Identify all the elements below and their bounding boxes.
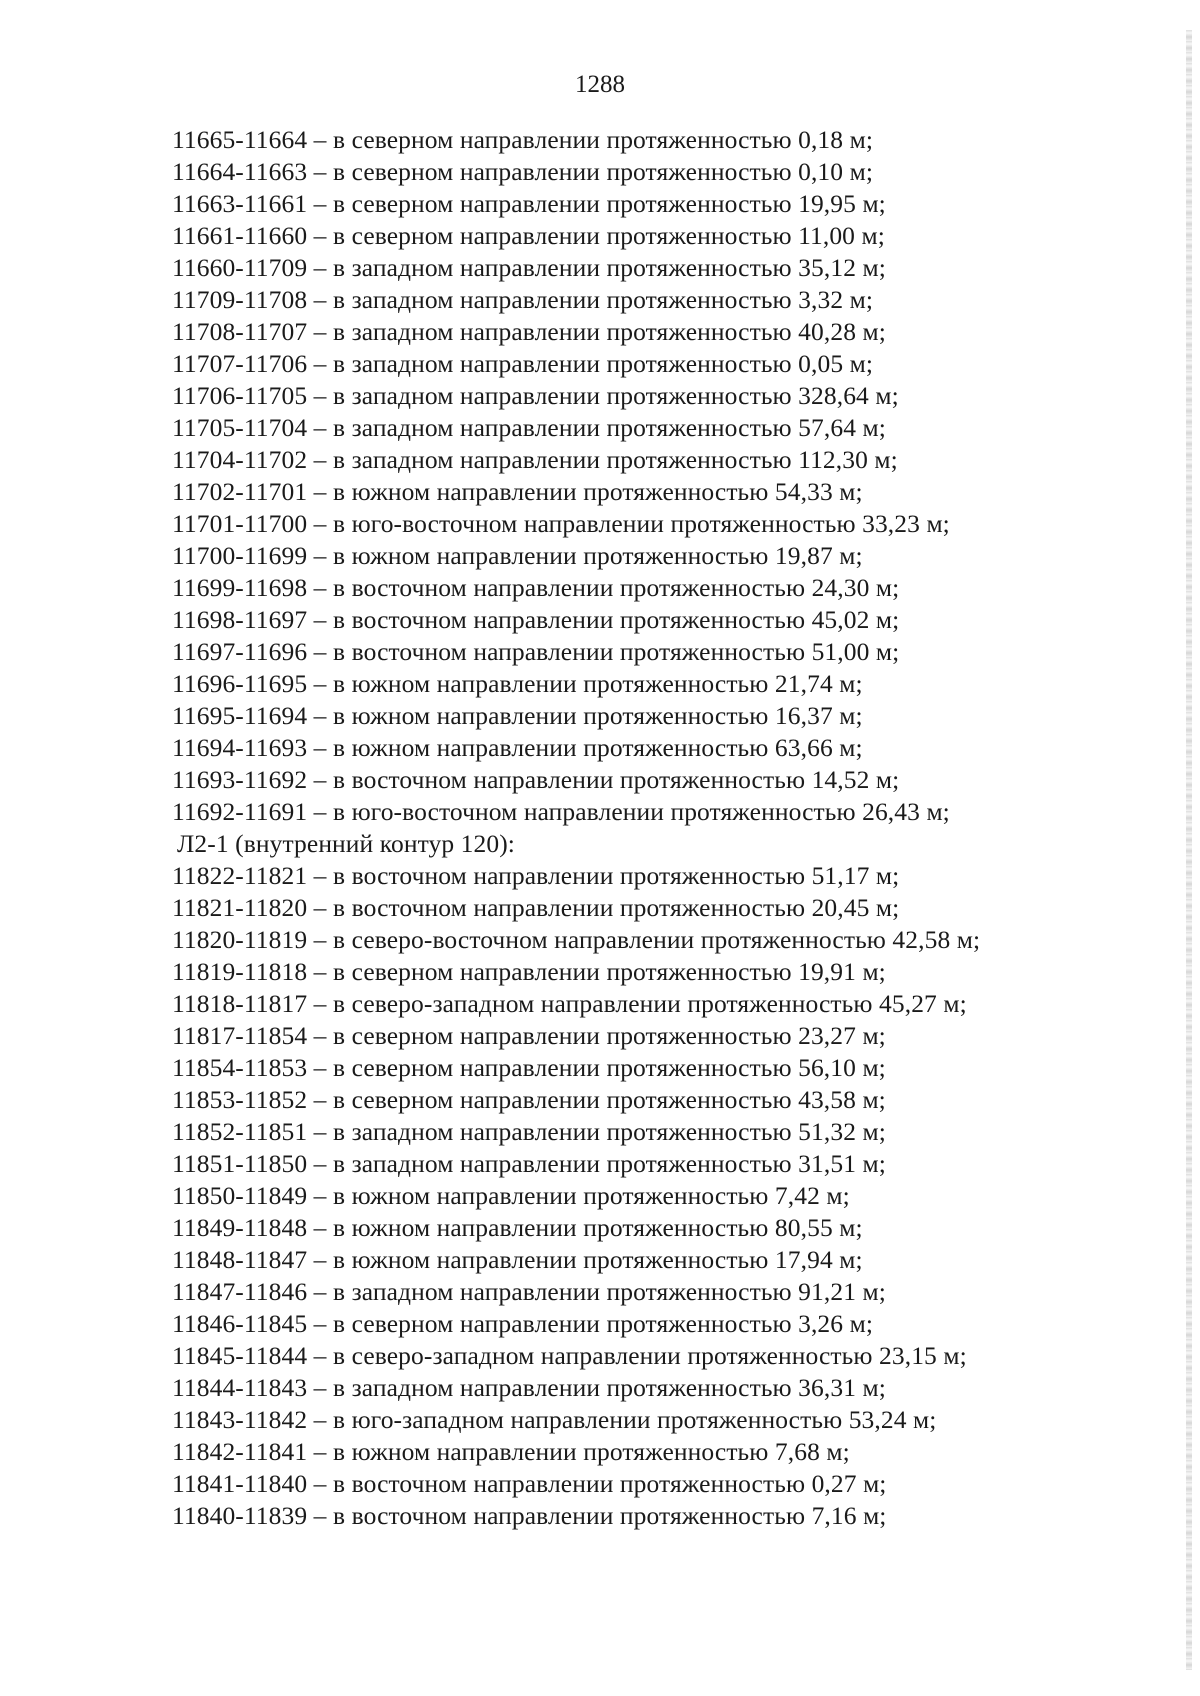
segment-line: 11849-11848 – в южном направлении протяженностью 80,55 м; <box>172 1213 863 1242</box>
section-heading: Л2-1 (внутренний контур 120): <box>177 829 515 858</box>
segment-line: 11661-11660 – в северном направлении протяженностью 11,00 м; <box>172 221 885 250</box>
segment-line: 11694-11693 – в южном направлении протяженностью 63,66 м; <box>172 733 863 762</box>
segment-line: 11706-11705 – в западном направлении протяженностью 328,64 м; <box>172 381 899 410</box>
segment-line: 11820-11819 – в северо-восточном направлении протяженностью 42,58 м; <box>172 925 981 954</box>
segment-line: 11705-11704 – в западном направлении протяженностью 57,64 м; <box>172 413 886 442</box>
segment-line: 11700-11699 – в южном направлении протяженностью 19,87 м; <box>172 541 863 570</box>
segment-line: 11704-11702 – в западном направлении протяженностью 112,30 м; <box>172 445 898 474</box>
segment-line: 11854-11853 – в северном направлении протяженностью 56,10 м; <box>172 1053 886 1082</box>
segment-line: 11845-11844 – в северо-западном направлении протяженностью 23,15 м; <box>172 1341 967 1370</box>
segment-line: 11843-11842 – в юго-западном направлении протяженностью 53,24 м; <box>172 1405 937 1434</box>
scan-edge-shadow <box>1186 30 1192 1670</box>
segment-line: 11699-11698 – в восточном направлении протяженностью 24,30 м; <box>172 573 900 602</box>
segment-line: 11708-11707 – в западном направлении протяженностью 40,28 м; <box>172 317 886 346</box>
segment-line: 11663-11661 – в северном направлении протяженностью 19,95 м; <box>172 189 886 218</box>
segment-line: 11844-11843 – в западном направлении протяженностью 36,31 м; <box>172 1373 886 1402</box>
segment-line: 11842-11841 – в южном направлении протяженностью 7,68 м; <box>172 1437 850 1466</box>
segment-line: 11821-11820 – в восточном направлении протяженностью 20,45 м; <box>172 893 900 922</box>
segment-line: 11817-11854 – в северном направлении протяженностью 23,27 м; <box>172 1021 886 1050</box>
segment-line: 11841-11840 – в восточном направлении протяженностью 0,27 м; <box>172 1469 887 1498</box>
segment-list <box>172 124 1132 1532</box>
segment-line: 11664-11663 – в северном направлении протяженностью 0,10 м; <box>172 157 874 186</box>
page-number: 1288 <box>575 71 625 98</box>
segment-line: 11819-11818 – в северном направлении протяженностью 19,91 м; <box>172 957 886 986</box>
segment-line: 11822-11821 – в восточном направлении протяженностью 51,17 м; <box>172 861 900 890</box>
segment-line: 11701-11700 – в юго-восточном направлении протяженностью 33,23 м; <box>172 509 950 538</box>
segment-line: 11853-11852 – в северном направлении протяженностью 43,58 м; <box>172 1085 886 1114</box>
segment-line: 11846-11845 – в северном направлении протяженностью 3,26 м; <box>172 1309 874 1338</box>
segment-line: 11695-11694 – в южном направлении протяженностью 16,37 м; <box>172 701 863 730</box>
segment-line: 11696-11695 – в южном направлении протяженностью 21,74 м; <box>172 669 863 698</box>
segment-line: 11692-11691 – в юго-восточном направлении протяженностью 26,43 м; <box>172 797 950 826</box>
segment-line: 11847-11846 – в западном направлении протяженностью 91,21 м; <box>172 1277 886 1306</box>
segment-line: 11702-11701 – в южном направлении протяженностью 54,33 м; <box>172 477 863 506</box>
segment-line: 11850-11849 – в южном направлении протяженностью 7,42 м; <box>172 1181 850 1210</box>
segment-line: 11848-11847 – в южном направлении протяженностью 17,94 м; <box>172 1245 863 1274</box>
segment-line: 11707-11706 – в западном направлении протяженностью 0,05 м; <box>172 349 874 378</box>
segment-line: 11698-11697 – в восточном направлении протяженностью 45,02 м; <box>172 605 900 634</box>
segment-line: 11851-11850 – в западном направлении протяженностью 31,51 м; <box>172 1149 886 1178</box>
segment-line: 11697-11696 – в восточном направлении протяженностью 51,00 м; <box>172 637 900 666</box>
segment-line: 11709-11708 – в западном направлении протяженностью 3,32 м; <box>172 285 874 314</box>
segment-line: 11852-11851 – в западном направлении протяженностью 51,32 м; <box>172 1117 886 1146</box>
segment-line: 11660-11709 – в западном направлении протяженностью 35,12 м; <box>172 253 886 282</box>
segment-line: 11840-11839 – в восточном направлении протяженностью 7,16 м; <box>172 1501 887 1530</box>
segment-line: 11665-11664 – в северном направлении протяженностью 0,18 м; <box>172 125 874 154</box>
segment-line: 11693-11692 – в восточном направлении протяженностью 14,52 м; <box>172 765 900 794</box>
segment-line: 11818-11817 – в северо-западном направлении протяженностью 45,27 м; <box>172 989 967 1018</box>
